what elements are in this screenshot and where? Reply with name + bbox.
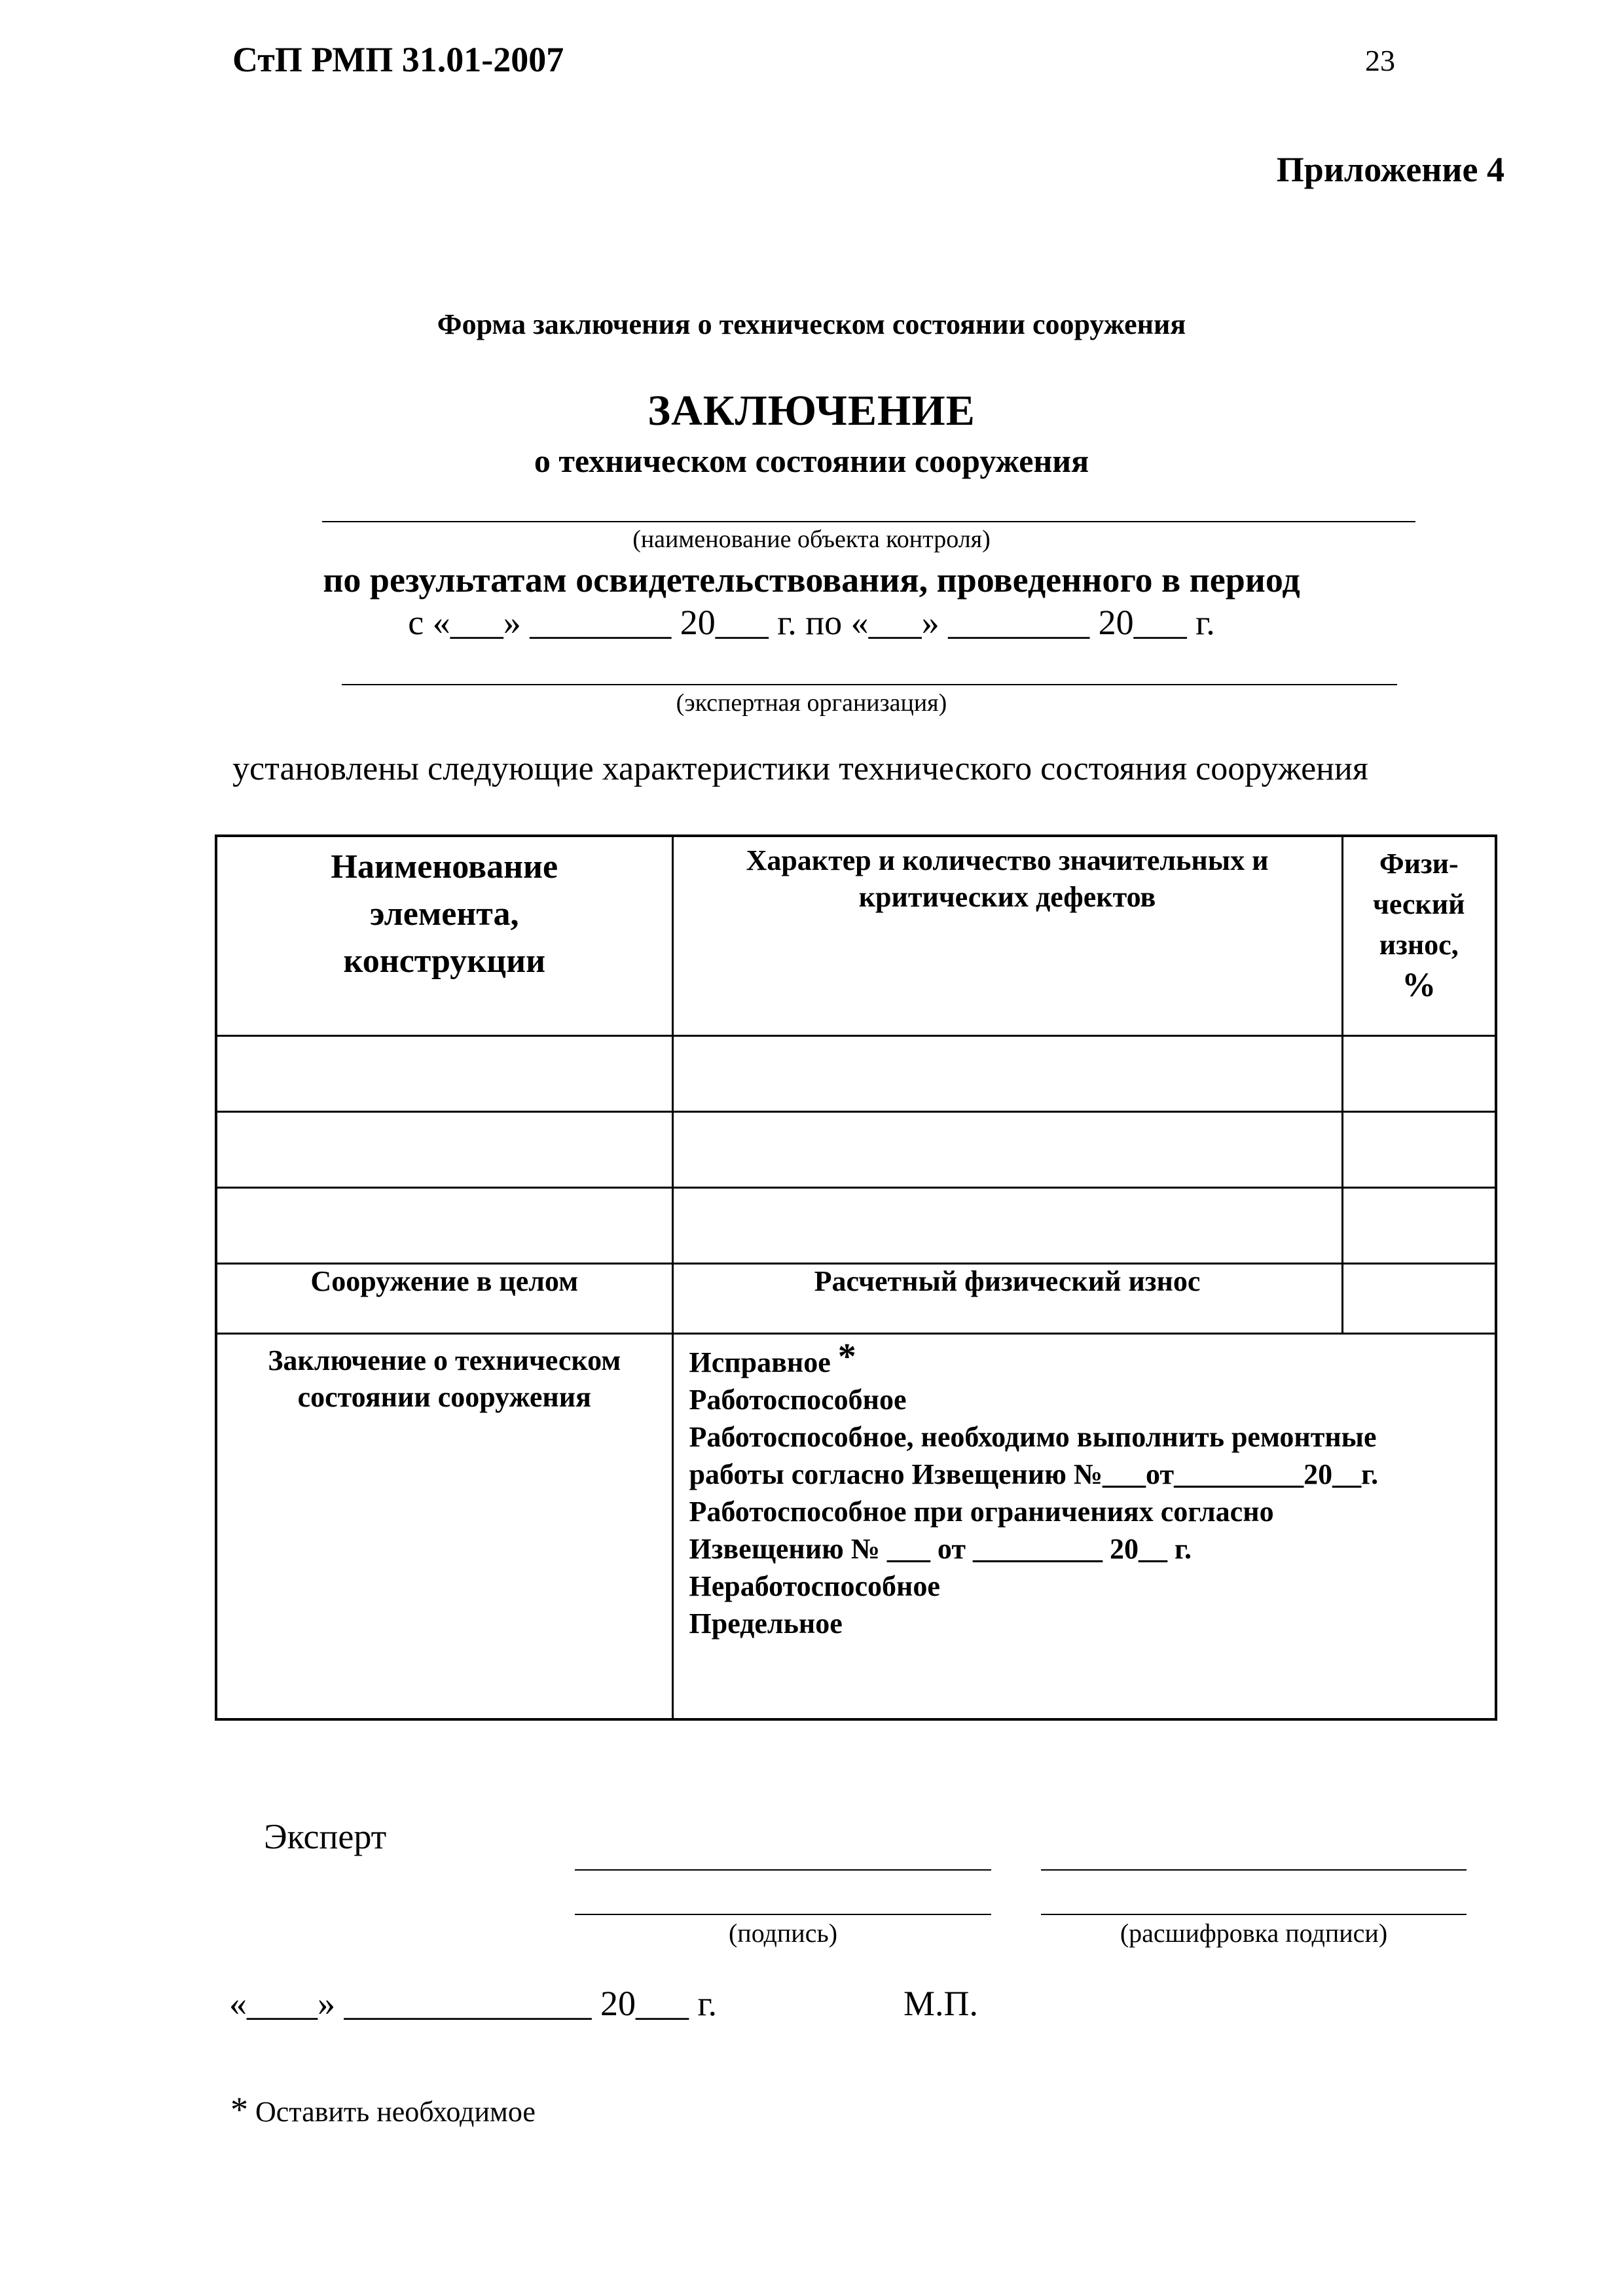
footnote-text: Оставить необходимое (255, 2096, 536, 2128)
conclusion-row (216, 1334, 1496, 1720)
signature-line-1[interactable] (575, 1869, 991, 1871)
table-cell[interactable] (216, 1188, 672, 1264)
header-physical-wear: Физи- ческий износ, % (1342, 836, 1496, 1036)
established-line: установлены следующие характеристики технического состояния сооружения (232, 750, 1368, 787)
table-cell[interactable] (1342, 1188, 1496, 1264)
object-name-line (322, 521, 1415, 522)
decoding-line-2[interactable] (1041, 1914, 1467, 1915)
table-header-row (216, 836, 1496, 1036)
stamp-label: М.П. (903, 1984, 979, 2023)
table-cell[interactable] (672, 1188, 1342, 1264)
table-cell[interactable] (672, 1036, 1342, 1112)
summary-row (216, 1264, 1496, 1334)
table-row (216, 1112, 1496, 1188)
table-row (216, 1036, 1496, 1112)
option-operable-restricted-notice[interactable]: Извещению № ___ от _________ 20__ г. (689, 1533, 1192, 1565)
object-caption: (наименование объекта контроля) (632, 526, 991, 553)
date-line[interactable]: «____» ______________ 20___ г. (229, 1984, 718, 2023)
table-cell[interactable] (1342, 1112, 1496, 1188)
summary-label: Сооружение в целом (216, 1264, 672, 1334)
option-operable[interactable]: Работоспособное (689, 1384, 907, 1416)
appendix-label: Приложение 4 (1276, 150, 1504, 189)
decoding-caption: (расшифровка подписи) (1120, 1918, 1388, 1948)
expert-org-line (342, 684, 1397, 685)
results-line: по результатам освидетельствования, проведенного в период (323, 560, 1300, 600)
summary-wear-cell[interactable] (1342, 1264, 1496, 1334)
option-limit-state[interactable]: Предельное (689, 1607, 843, 1640)
conclusion-options (672, 1334, 1496, 1720)
document-title: ЗАКЛЮЧЕНИЕ (647, 387, 976, 435)
document-subtitle: о техническом состоянии сооружения (534, 442, 1089, 479)
table-cell[interactable] (216, 1112, 672, 1188)
table-cell[interactable] (216, 1036, 672, 1112)
option-serviceable[interactable]: Исправное * (689, 1336, 856, 1378)
table-cell[interactable] (1342, 1036, 1496, 1112)
condition-table (215, 834, 1497, 1721)
option-operable-repair-notice[interactable]: работы согласно Извещению №___от_________20__г. (689, 1458, 1379, 1490)
standard-code: СтП РМП 31.01-2007 (232, 40, 564, 79)
option-operable-repair[interactable]: Работоспособное, необходимо выполнить ремонтные (689, 1421, 1377, 1453)
page-number: 23 (1365, 44, 1395, 77)
signature-line-2[interactable] (575, 1914, 991, 1915)
footnote-marker: * (837, 1336, 856, 1377)
option-operable-restricted[interactable]: Работоспособное при ограничениях согласно (689, 1496, 1274, 1528)
form-title: Форма заключения о техническом состоянии сооружения (437, 308, 1186, 340)
signature-caption: (подпись) (728, 1918, 838, 1948)
table-row (216, 1188, 1496, 1264)
option-inoperable[interactable]: Неработоспособное (689, 1570, 940, 1602)
decoding-line-1[interactable] (1041, 1869, 1467, 1871)
table-cell[interactable] (672, 1112, 1342, 1188)
expert-label: Эксперт (264, 1817, 387, 1856)
header-defects: Характер и количество значительных и критических дефектов (672, 836, 1342, 1036)
org-caption: (экспертная организация) (676, 689, 947, 717)
footnote-star: * (230, 2090, 248, 2129)
summary-value-label: Расчетный физический износ (672, 1264, 1342, 1334)
period-line: с «___» ________ 20___ г. по «___» ________ 20___ г. (408, 603, 1215, 642)
conclusion-label: Заключение о техническом состоянии сооружения (216, 1334, 672, 1720)
header-element-name: Наименование элемента, конструкции (216, 836, 672, 1036)
footnote (230, 2089, 536, 2130)
